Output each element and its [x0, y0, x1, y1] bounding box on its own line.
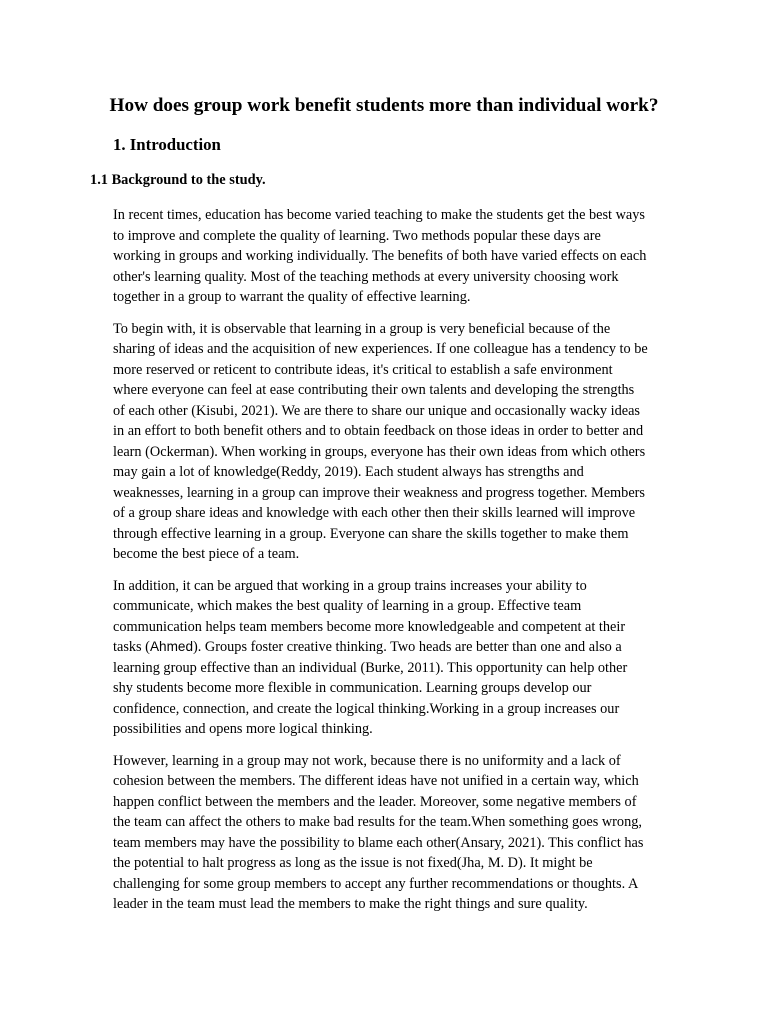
paragraph-line: shy students become more flexible in communication. Learning groups develop our [113, 680, 592, 696]
paragraph-line: communicate, which makes the best quality of learning in a group. Effective team [113, 598, 582, 614]
paragraph-line: the potential to halt progress as long as the issue is not fixed(Jha, M. D). It might be [113, 855, 593, 871]
subsection-heading: 1.1 Background to the study. [90, 172, 266, 188]
paragraph-line: may gain a lot of knowledge(Reddy, 2019). Each student always has strengths and [113, 464, 584, 480]
paragraph-line: leader in the team must lead the members to make the right things and sure quality. [113, 896, 588, 912]
paragraph-line: weaknesses, learning in a group can improve their weakness and progress together. Members [113, 484, 646, 501]
paragraph-line: through effective learning in a group. Everyone can share the skills together to make them [113, 525, 629, 542]
paragraph-line: To begin with, it is observable that learning in a group is very beneficial because of the [113, 320, 611, 337]
paragraph-line: of each other (Kisubi, 2021). We are there to share our unique and occasionally wacky ideas [113, 402, 640, 419]
body-text [113, 205, 687, 926]
paragraph-line: challenging for some group members to accept any further recommendations or thoughts. A [113, 875, 639, 892]
paragraph-line: the team can affect the others to make bad results for the team.When something goes wrong, [113, 814, 642, 830]
paragraph-line: communication helps team members become more knowledgeable and competent at their [113, 618, 626, 635]
paragraph-line: In recent times, education has become varied teaching to make the students get the best ways [113, 207, 645, 223]
paragraph-line: to improve and complete the quality of learning. Two methods popular these days are [113, 227, 601, 244]
paragraph-line: In addition, it can be argued that working in a group trains increases your ability to [113, 577, 587, 594]
paragraph-line: together in a group to warrant the quality of effective learning. [113, 289, 471, 305]
paragraph-line: team members may have the possibility to blame each other(Ansary, 2021). This conflict has [113, 834, 644, 851]
paragraph-line: of a group share ideas and knowledge with each other then their skills learned will improve [113, 505, 636, 521]
paragraph-line: where everyone can feel at ease contributing their own talents and developing the strengths [113, 382, 635, 398]
paragraph-line: happen conflict between the members and the leader. Moreover, some negative members of [113, 793, 637, 810]
paragraph-line [113, 637, 687, 658]
paragraph-line: confidence, connection, and create the logical thinking.Working in a group increases our [113, 700, 620, 717]
paragraph-3 [113, 576, 687, 740]
paragraph-line: in an effort to both benefit others and to obtain feedback on those ideas in order to better and [113, 423, 644, 439]
paragraph-line: more reserved or reticent to contribute ideas, it's critical to establish a safe environment [113, 361, 613, 378]
paragraph-1 [113, 205, 687, 308]
paragraph-line: other's learning quality. Most of the teaching methods at every university choosing work [113, 268, 619, 285]
paragraph-line: cohesion between the members. The different ideas have not unified in a certain way, which [113, 773, 639, 789]
paragraph-line: become the best piece of a team. [113, 546, 300, 562]
paragraph-4 [113, 751, 687, 915]
line-segment: ). Groups foster creative thinking. Two heads are better than one and also a [193, 639, 622, 655]
line-segment: tasks ( [113, 639, 150, 655]
citation-ahmed: Ahmed [149, 639, 194, 654]
paragraph-line: However, learning in a group may not work, because there is no uniformity and a lack of [113, 752, 621, 769]
paragraph-line: working in groups and working individually. The benefits of both have varied effects on each [113, 248, 647, 264]
paragraph-line: sharing of ideas and the acquisition of new experiences. If one colleague has a tendency to be [113, 341, 648, 357]
paragraph-line: possibilities and opens more logical thinking. [113, 721, 373, 737]
section-heading: 1. Introduction [113, 135, 221, 154]
paragraph-2 [113, 319, 687, 565]
document-title: How does group work benefit students more than individual work? [109, 95, 659, 116]
paragraph-line: learning group effective than an individual (Burke, 2011). This opportunity can help other [113, 659, 628, 676]
paragraph-line: learn (Ockerman). When working in groups, everyone has their own ideas from which others [113, 443, 646, 460]
